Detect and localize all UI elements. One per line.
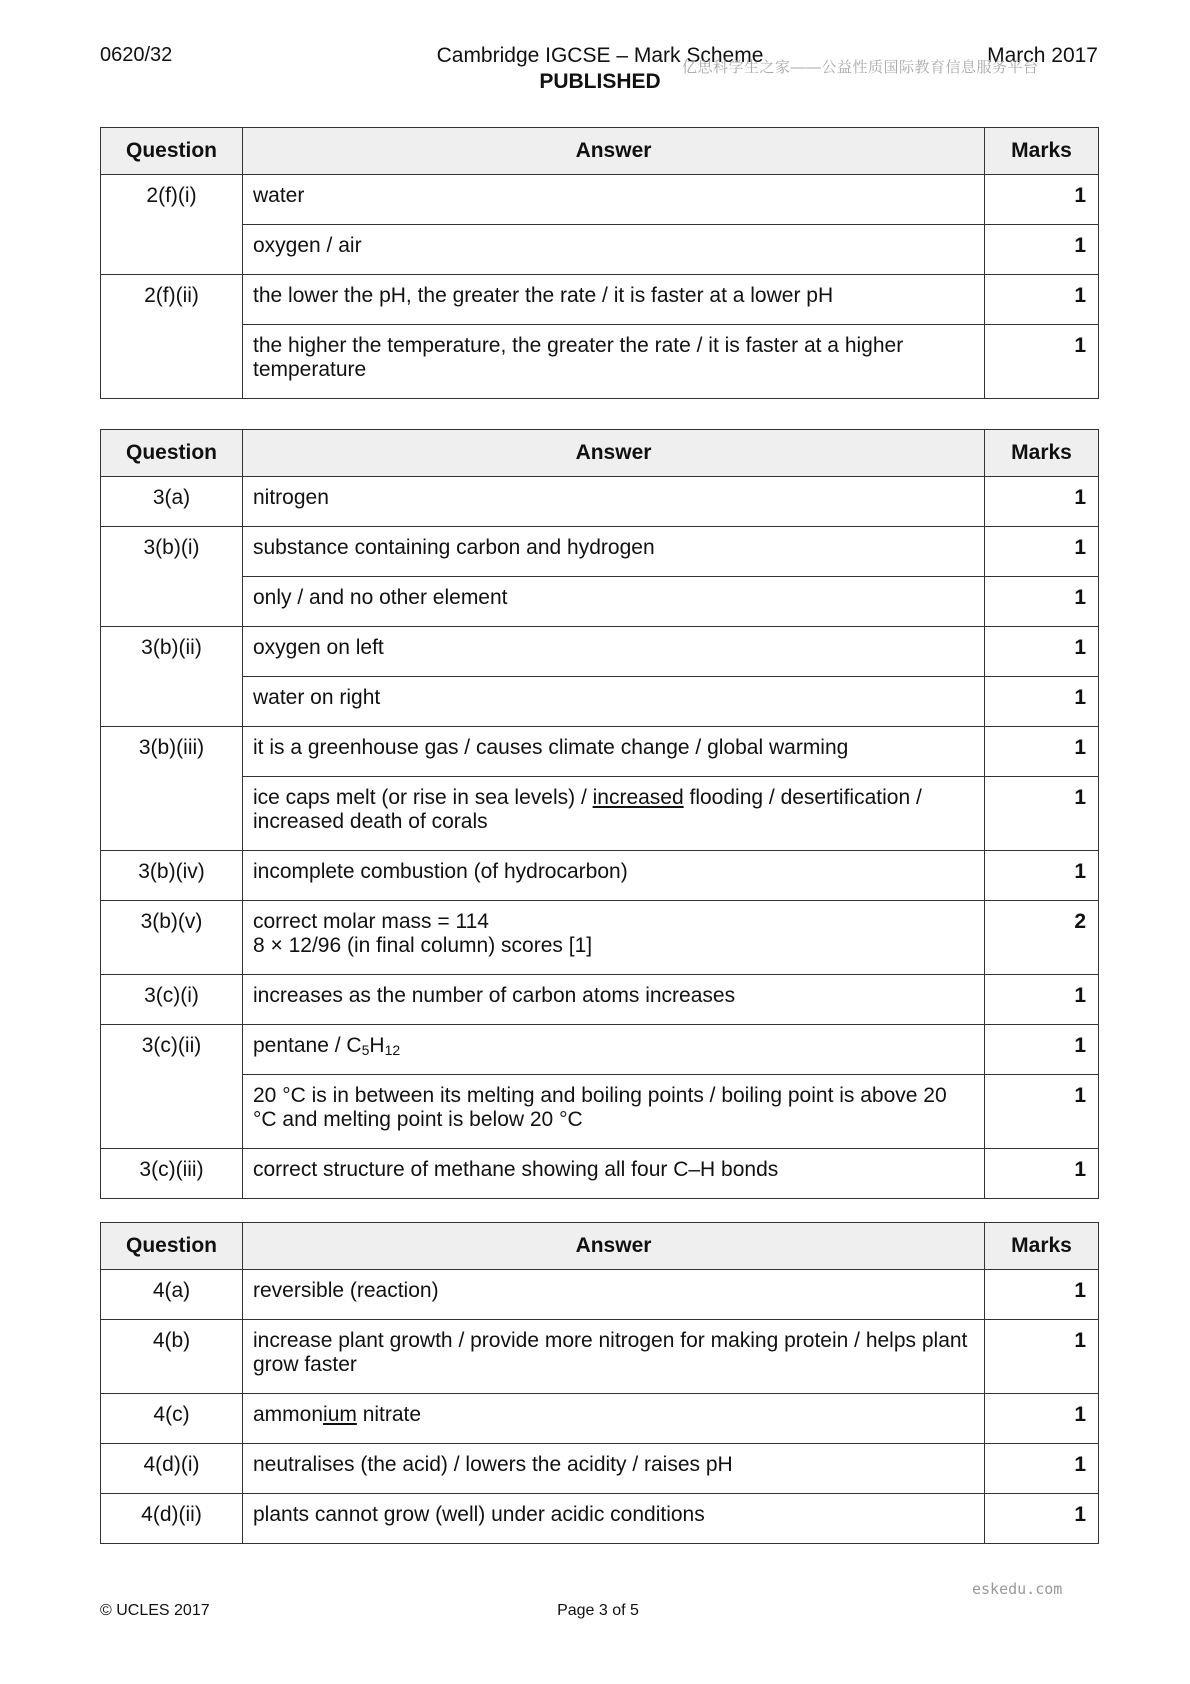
page-number: Page 3 of 5 [557, 1602, 639, 1619]
footer-watermark: eskedu.com [972, 1580, 1063, 1598]
answer-cell: water on right [243, 677, 985, 727]
document-title: Cambridge IGCSE – Mark Scheme [436, 44, 764, 67]
table-row [101, 727, 1099, 777]
question-cell: 3(c)(i) [101, 975, 243, 1025]
table-row [101, 1320, 1099, 1394]
answer-cell: plants cannot grow (well) under acidic conditions [243, 1494, 985, 1544]
question-cell: 3(b)(v) [101, 901, 243, 975]
answer-header: Answer [243, 1223, 985, 1270]
question-cell: 4(c) [101, 1394, 243, 1444]
answer-text: nitrate [356, 1403, 422, 1426]
answer-text: ice caps melt (or rise in sea levels) / [253, 786, 593, 809]
answer-cell: oxygen on left [243, 627, 985, 677]
marks-cell: 1 [985, 527, 1099, 577]
marks-cell: 1 [985, 975, 1099, 1025]
exam-code: 0620/32 [100, 44, 173, 66]
table-row [101, 275, 1099, 325]
question-cell: 4(d)(i) [101, 1444, 243, 1494]
question-cell: 3(b)(iv) [101, 851, 243, 901]
subscript: 12 [384, 1042, 401, 1058]
marks-cell: 1 [985, 777, 1099, 851]
table-row [101, 1270, 1099, 1320]
answer-text: pentane / C [253, 1034, 362, 1057]
table-row [101, 527, 1099, 577]
marks-cell: 1 [985, 325, 1099, 399]
table-row [101, 1149, 1099, 1199]
table-row [101, 577, 1099, 627]
marks-cell: 1 [985, 1270, 1099, 1320]
question-cell: 4(a) [101, 1270, 243, 1320]
question-cell: 3(c)(ii) [101, 1025, 243, 1149]
answer-text: H [369, 1034, 385, 1057]
marks-cell: 1 [985, 727, 1099, 777]
marks-header: Marks [985, 430, 1099, 477]
table-row [101, 901, 1099, 975]
answer-cell [243, 777, 985, 851]
answer-cell: it is a greenhouse gas / causes climate change / global warming [243, 727, 985, 777]
table-row [101, 1025, 1099, 1075]
table-row [101, 325, 1099, 399]
answer-cell: increase plant growth / provide more nitrogen for making protein / helps plant grow faster [243, 1320, 985, 1394]
marks-cell: 1 [985, 477, 1099, 527]
marks-header: Marks [985, 128, 1099, 175]
marks-cell: 2 [985, 901, 1099, 975]
answer-cell: incomplete combustion (of hydrocarbon) [243, 851, 985, 901]
table-row [101, 175, 1099, 225]
table-row [101, 851, 1099, 901]
mark-table-q3 [100, 429, 1099, 1199]
question-header: Question [101, 128, 243, 175]
published-label: PUBLISHED [539, 70, 661, 93]
question-cell: 3(c)(iii) [101, 1149, 243, 1199]
table-row [101, 1075, 1099, 1149]
table-row [101, 1494, 1099, 1544]
marks-cell: 1 [985, 677, 1099, 727]
question-header: Question [101, 1223, 243, 1270]
table-row [101, 777, 1099, 851]
answer-cell: substance containing carbon and hydrogen [243, 527, 985, 577]
table-header-row [101, 1223, 1099, 1270]
table-row [101, 627, 1099, 677]
question-cell: 3(b)(i) [101, 527, 243, 627]
answer-cell: the higher the temperature, the greater the rate / it is faster at a higher temperature [243, 325, 985, 399]
marks-cell: 1 [985, 175, 1099, 225]
subscript: 5 [361, 1042, 370, 1058]
mark-table-q2 [100, 127, 1099, 399]
copyright-notice: © UCLES 2017 [100, 1602, 210, 1619]
answer-header: Answer [243, 128, 985, 175]
answer-cell: oxygen / air [243, 225, 985, 275]
marks-cell: 1 [985, 1444, 1099, 1494]
answer-cell: water [243, 175, 985, 225]
answer-cell [243, 901, 985, 975]
marks-cell: 1 [985, 275, 1099, 325]
marks-cell: 1 [985, 1320, 1099, 1394]
answer-text: flooding / desertification / increased death of corals [253, 786, 922, 834]
marks-cell: 1 [985, 627, 1099, 677]
mark-table-q4 [100, 1222, 1099, 1544]
marks-cell: 1 [985, 1075, 1099, 1149]
answer-cell [243, 1394, 985, 1444]
marks-cell: 1 [985, 1149, 1099, 1199]
answer-cell: correct structure of methane showing all four C–H bonds [243, 1149, 985, 1199]
answer-cell: the lower the pH, the greater the rate / it is faster at a lower pH [243, 275, 985, 325]
underlined-keyword: increased [592, 786, 684, 809]
table-header-row [101, 128, 1099, 175]
answer-cell: reversible (reaction) [243, 1270, 985, 1320]
marks-cell: 1 [985, 851, 1099, 901]
table-row [101, 975, 1099, 1025]
question-cell: 4(b) [101, 1320, 243, 1394]
marks-cell: 1 [985, 1025, 1099, 1075]
question-cell: 3(b)(ii) [101, 627, 243, 727]
marks-cell: 1 [985, 577, 1099, 627]
question-cell: 3(a) [101, 477, 243, 527]
watermark-text: 亿思科学生之家——公益性质国际教育信息服务平台 [682, 59, 1039, 76]
table-row [101, 225, 1099, 275]
question-cell: 3(b)(iii) [101, 727, 243, 851]
question-cell: 4(d)(ii) [101, 1494, 243, 1544]
question-cell: 2(f)(i) [101, 175, 243, 275]
answer-text: ammon [253, 1403, 324, 1426]
marks-cell: 1 [985, 1494, 1099, 1544]
answer-cell: 20 °C is in between its melting and boiling points / boiling point is above 20 °C and melting point is below 20 °C [243, 1075, 985, 1149]
answer-header: Answer [243, 430, 985, 477]
table-row [101, 677, 1099, 727]
question-cell: 2(f)(ii) [101, 275, 243, 399]
answer-cell [243, 1025, 985, 1075]
marks-cell: 1 [985, 1394, 1099, 1444]
question-header: Question [101, 430, 243, 477]
answer-cell: neutralises (the acid) / lowers the acidity / raises pH [243, 1444, 985, 1494]
marks-cell: 1 [985, 225, 1099, 275]
answer-line: 8 × 12/96 (in final column) scores [1] [253, 934, 593, 958]
table-row [101, 1394, 1099, 1444]
marks-header: Marks [985, 1223, 1099, 1270]
answer-cell: nitrogen [243, 477, 985, 527]
exam-date: March 2017 [987, 44, 1098, 67]
answer-cell: only / and no other element [243, 577, 985, 627]
underlined-keyword: ium [323, 1403, 357, 1426]
table-header-row [101, 430, 1099, 477]
table-row [101, 1444, 1099, 1494]
table-row [101, 477, 1099, 527]
answer-line: correct molar mass = 114 [253, 910, 489, 933]
answer-cell: increases as the number of carbon atoms increases [243, 975, 985, 1025]
